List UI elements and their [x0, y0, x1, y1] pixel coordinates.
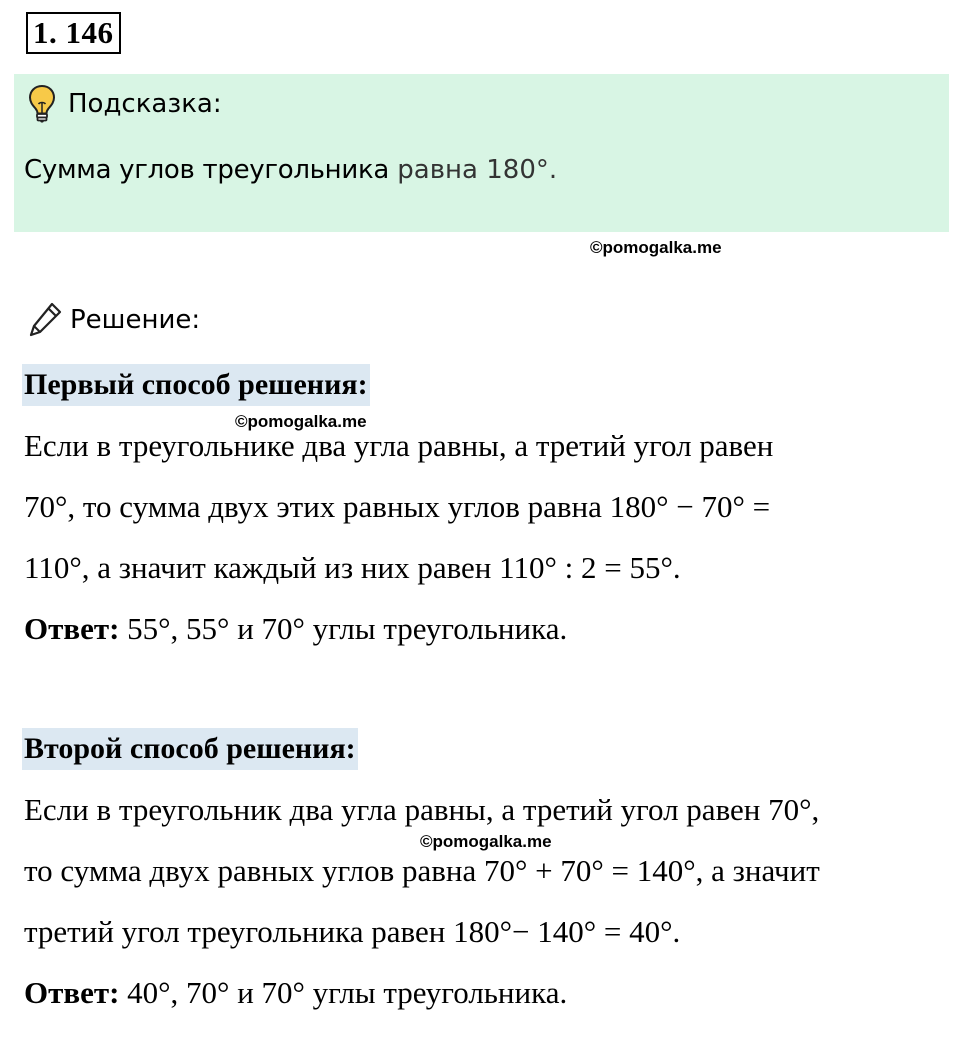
answer-text: 55°, 55° и 70° углы треугольника. — [119, 611, 568, 646]
solution-title: Решение: — [70, 305, 201, 335]
watermark: ©pomogalka.me — [235, 412, 367, 431]
hint-title: Подсказка: — [68, 89, 222, 119]
hint-text-rest: равна 180°. — [389, 155, 558, 185]
solution-header — [28, 298, 200, 342]
method1-line: Если в треугольнике два угла равны, а третий угол равен — [24, 428, 774, 463]
pencil-icon — [28, 300, 64, 340]
hint-text-emphasis: Сумма углов треугольника — [24, 155, 390, 185]
method2-line: Если в треугольник два угла равны, а третий угол равен 70°, — [24, 792, 820, 827]
lightbulb-icon — [28, 84, 56, 124]
method2-line: то сумма двух равных углов равна 70° + 70° = 140°, а значит — [24, 853, 820, 888]
answer-label: Ответ: — [24, 975, 120, 1010]
watermark: ©pomogalka.me — [590, 238, 722, 257]
hint-header — [28, 82, 222, 126]
method1-line: 70°, то сумма двух этих равных углов равна 180° − 70° = — [24, 489, 771, 524]
answer-label: Ответ: — [24, 611, 120, 646]
hint-text — [24, 148, 557, 192]
answer-text: 40°, 70° и 70° углы треугольника. — [119, 975, 568, 1010]
method2-heading: Второй способ решения: — [22, 728, 358, 770]
method2-answer — [24, 973, 567, 1013]
method1-heading: Первый способ решения: — [22, 364, 370, 406]
task-number: 1. 146 — [26, 12, 121, 54]
watermark: ©pomogalka.me — [420, 832, 552, 851]
method1-line: 110°, а значит каждый из них равен 110° : 2 = 55°. — [24, 550, 681, 585]
method2-line: третий угол треугольника равен 180°− 140° = 40°. — [24, 914, 681, 949]
method1-answer — [24, 609, 567, 649]
